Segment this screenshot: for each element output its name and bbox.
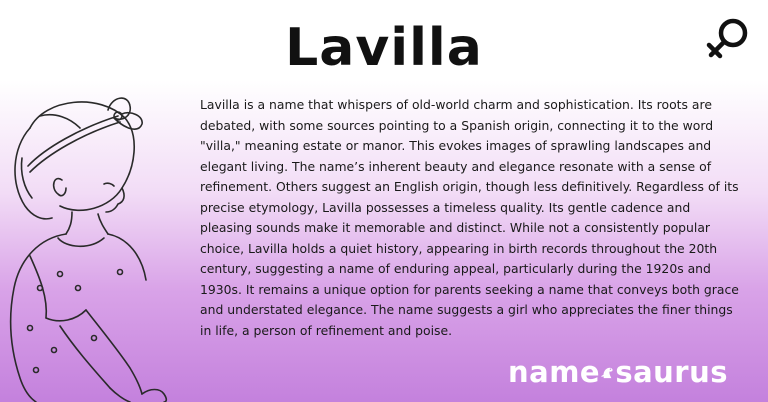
name-description: Lavilla is a name that whispers of old-world charm and sophistication. Its roots are debated, with some sources pointing to a Spanish origin, connecting it to the word "villa," meaning estate or manor. This evokes images of sprawling landscapes and elegant living. The name’s inherent beauty and elegance resonate with a sense of refinement. Others suggest an English origin, though less definitively. Regardless of its precise etymology, Lavilla possesses a timeless quality. Its gentle cadence and pleasing sounds make it memorable and distinct. While not a consistently popular choice, Lavilla holds a quiet history, appearing in birth records throughout the 20th century, suggesting a name of enduring appeal, particularly during the 1920s and 1930s. It remains a unique option for parents seeking a name that conveys both grace and understated elegance. The name suggests a girl who appreciates the finer things in life, a person of refinement and poise. xyxy=(200,97,739,338)
namesaurus-logo[interactable] xyxy=(508,352,728,392)
female-symbol-icon xyxy=(703,14,753,64)
baby-girl-illustration xyxy=(0,88,195,402)
brand-text-saurus: saurus xyxy=(615,355,728,389)
brand-text-name: name xyxy=(508,355,601,389)
page-title: Lavilla xyxy=(285,18,483,78)
dinosaur-icon xyxy=(601,357,614,387)
